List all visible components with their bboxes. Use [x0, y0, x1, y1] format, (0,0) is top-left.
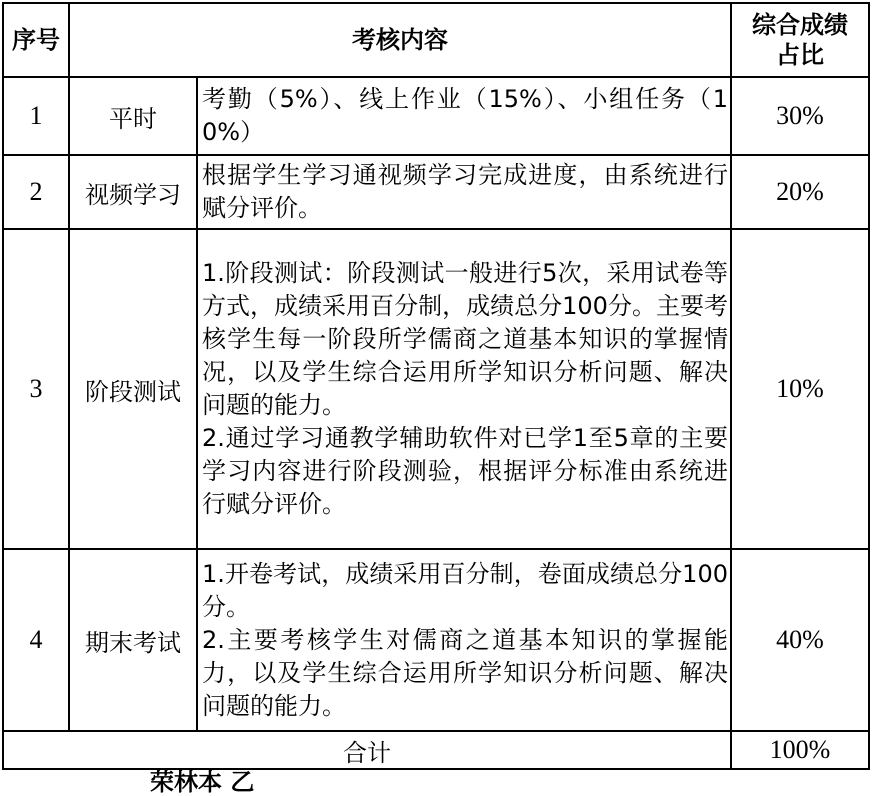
content-paragraph: 考勤（5%）、线上作业（15%）、小组任务（10%） [202, 85, 728, 146]
header-weight-line2: 占比 [776, 41, 824, 69]
header-weight-line1: 综合成绩 [752, 11, 848, 39]
content-paragraph: 2.通过学习通教学辅助软件对已学1至5章的主要学习内容进行阶段测验，根据评分标准由系统进行赋分评价。 [202, 424, 728, 518]
row-weight: 20% [731, 155, 869, 229]
row-content [197, 549, 731, 731]
total-label: 合计 [3, 731, 731, 769]
table-row [3, 229, 869, 549]
row-item: 期末考试 [69, 549, 197, 731]
total-row [3, 731, 869, 769]
content-paragraph: 1.开卷考试，成绩采用百分制，卷面成绩总分100分。 [202, 559, 728, 621]
footer-partial-text: 荣林本 乙 [150, 768, 255, 796]
header-row [3, 3, 869, 77]
row-item: 视频学习 [69, 155, 197, 229]
row-no: 2 [3, 155, 69, 229]
row-content [197, 77, 731, 155]
total-weight: 100% [731, 731, 869, 769]
row-weight: 40% [731, 549, 869, 731]
table-row [3, 77, 869, 155]
row-no: 3 [3, 229, 69, 549]
row-weight: 10% [731, 229, 869, 549]
assessment-table [2, 2, 870, 770]
row-item: 阶段测试 [69, 229, 197, 549]
row-weight: 30% [731, 77, 869, 155]
header-content: 考核内容 [69, 3, 731, 77]
row-no: 1 [3, 77, 69, 155]
content-paragraph: 1.阶段测试：阶段测试一般进行5次，采用试卷等方式，成绩采用百分制，成绩总分100分。主要考核学生每一阶段所学儒商之道基本知识的掌握情况，以及学生综合运用所学知识分析问题、解决问题的能力。 [202, 259, 728, 419]
content-paragraph: 2.主要考核学生对儒商之道基本知识的掌握能力，以及学生综合运用所学知识分析问题、解决问题的能力。 [202, 625, 728, 720]
table-row [3, 155, 869, 229]
content-paragraph: 根据学生学习通视频学习完成进度，由系统进行赋分评价。 [202, 161, 728, 222]
row-item: 平时 [69, 77, 197, 155]
row-content [197, 229, 731, 549]
row-no: 4 [3, 549, 69, 731]
row-content [197, 155, 731, 229]
header-no: 序号 [3, 3, 69, 77]
table-row [3, 549, 869, 731]
header-weight [731, 3, 869, 77]
